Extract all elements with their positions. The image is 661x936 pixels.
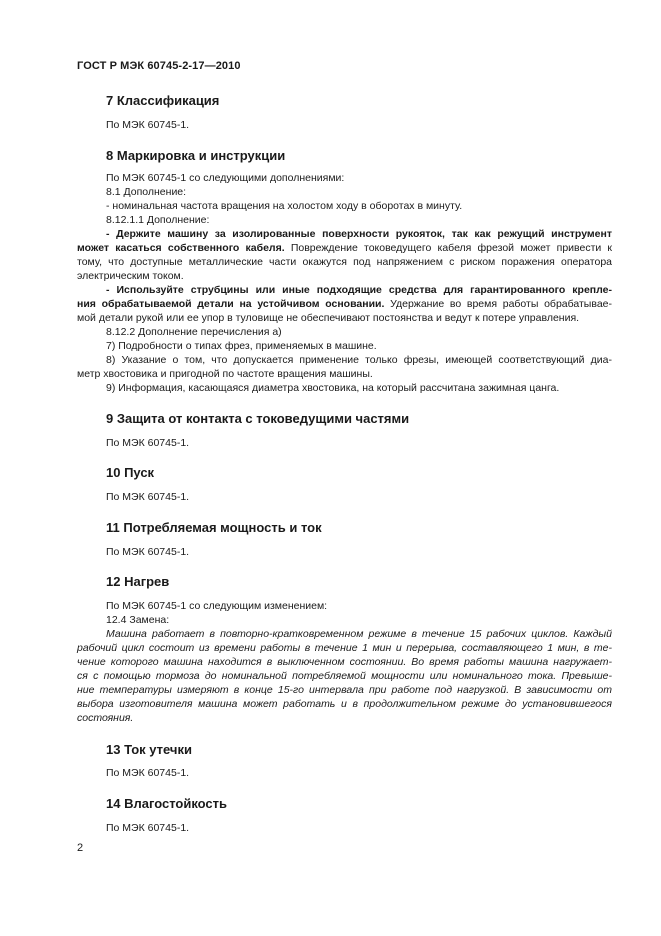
replacement-text-line-7: состояния. (77, 712, 134, 724)
warning-2-line-3: мой детали рукой или ее упор в туловище не обеспечивают постоянства и ведут к потере управления. (77, 312, 580, 324)
warning-1-line-1 (106, 228, 612, 240)
section-7-title: 7 Классификация (106, 93, 220, 108)
warning-1-line-4: электрическим током. (77, 270, 184, 282)
warning-2-bold-a: - Используйте струбцины или иные подходящие средства для гарантированного крепле- (106, 284, 612, 296)
replacement-text-line-6: выбора изготовителя машина может работать и в продолжительном режиме до установившегося (77, 698, 612, 710)
section-12-title: 12 Нагрев (106, 574, 170, 589)
section-8-item-9: 9) Информация, касающаяся диаметра хвостовика, на который рассчитана зажимная цанга. (106, 382, 560, 394)
section-8-line-3: - номинальная частота вращения на холостом ходу в оборотах в минуту. (106, 200, 463, 212)
page-number: 2 (77, 842, 84, 854)
replacement-text-line-1: Машина работает в повторно-кратковременном режиме в течение 15 рабочих циклов. Каждый (106, 628, 612, 640)
replacement-text-line-2: рабочий цикл состоит из времени работы в течение 1 мин и перерыва, составляющего 1 мин, в те- (77, 642, 612, 654)
warning-1-line-3: тому, что доступные металлические части окажутся под напряжением с риском поражения оператора (77, 256, 612, 268)
section-8-item-8-line-1: 8) Указание о том, что допускается применение только фрезы, имеющей соответствующий диа- (106, 354, 612, 366)
section-7-text: По МЭК 60745-1. (106, 119, 190, 131)
section-9-title: 9 Защита от контакта с токоведущими частями (106, 411, 410, 426)
section-8-line-2: 8.1 Дополнение: (106, 186, 187, 198)
warning-1-bold-b: может касаться собственного кабеля. (77, 242, 285, 254)
section-12-line-2: 12.4 Замена: (106, 614, 170, 626)
replacement-text-line-3: чение которого машина находится в выключенном состоянии. Во время работы машина нагружает- (77, 656, 612, 668)
warning-2-bold-b: ния обрабатываемой детали на устойчивом основании. (77, 298, 385, 310)
warning-1-line-2 (77, 242, 612, 254)
section-12-line-1: По МЭК 60745-1 со следующим изменением: (106, 600, 328, 612)
section-8-item-8-line-2: метр хвостовика и пригодной по частоте вращения машины. (77, 368, 373, 380)
section-13-title: 13 Ток утечки (106, 742, 192, 757)
warning-2-text-b: Удержание во время работы обрабатывае- (384, 298, 612, 310)
document-header: ГОСТ Р МЭК 60745-2-17—2010 (77, 60, 241, 72)
section-9-text: По МЭК 60745-1. (106, 437, 190, 449)
section-10-title: 10 Пуск (106, 465, 155, 480)
replacement-text-line-5: ние температуры измеряют в конце 15-го интервала при работе под нагрузкой. В зависимости от (77, 684, 612, 696)
section-13-text: По МЭК 60745-1. (106, 767, 190, 779)
warning-2-line-2 (77, 298, 612, 310)
section-11-text: По МЭК 60745-1. (106, 546, 190, 558)
section-8-line-1: По МЭК 60745-1 со следующими дополнениями: (106, 172, 345, 184)
replacement-text-line-4: ся с помощью тормоза до номинальной потребляемой мощности или номинального тока. Превыше- (77, 670, 612, 682)
warning-2-line-1 (106, 284, 612, 296)
warning-1-bold-a: - Держите машину за изолированные поверхности рукояток, так как режущий инструмент (106, 228, 612, 240)
section-11-title: 11 Потребляемая мощность и ток (106, 520, 322, 535)
section-14-title: 14 Влагостойкость (106, 796, 228, 811)
section-8-title: 8 Маркировка и инструкции (106, 148, 286, 163)
section-10-text: По МЭК 60745-1. (106, 491, 190, 503)
warning-1-text-b: Повреждение токоведущего кабеля фрезой может привести к (284, 242, 613, 254)
section-8-line-5: 8.12.2 Дополнение перечисления а) (106, 326, 282, 338)
section-8-line-4: 8.12.1.1 Дополнение: (106, 214, 210, 226)
section-8-item-7: 7) Подробности о типах фрез, применяемых в машине. (106, 340, 377, 352)
section-14-text: По МЭК 60745-1. (106, 822, 190, 834)
